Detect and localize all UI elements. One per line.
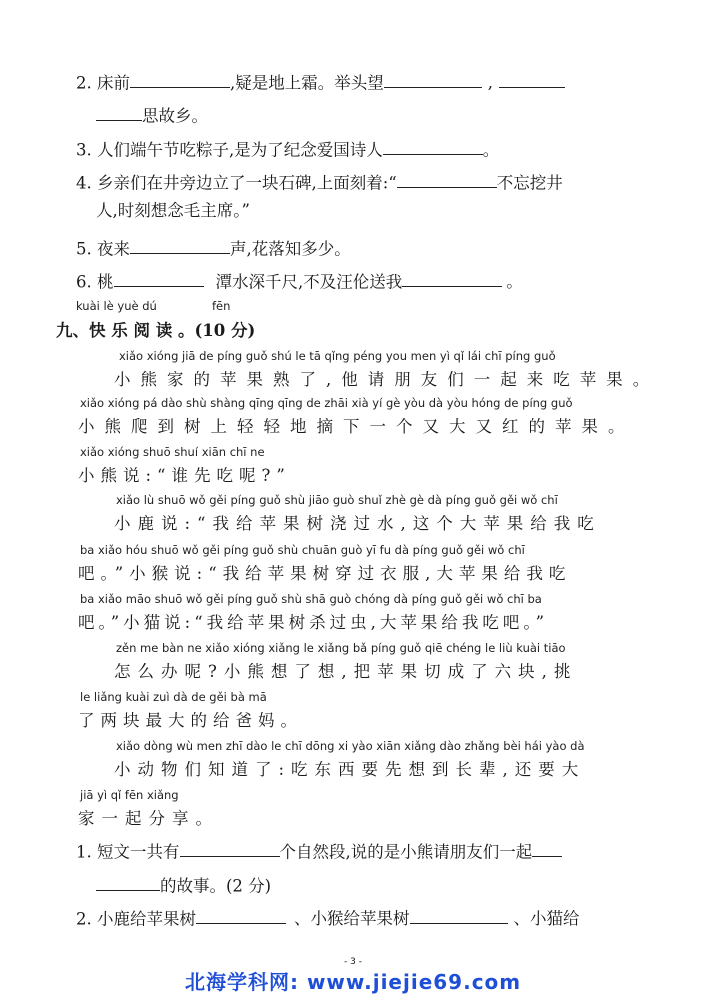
section-pinyin-b: fēn <box>212 299 231 313</box>
question-2-line-1 <box>76 70 565 92</box>
page-number: - 3 - <box>344 957 362 967</box>
pinyin-line-1: xiǎo xióng jiā de píng guǒ shú le tā qǐng péng you men yì qǐ lái chī píng guǒ <box>119 349 556 363</box>
answer-blank[interactable] <box>180 839 280 857</box>
cq2-text-b: 、小猴给苹果树 <box>294 909 410 929</box>
q4-text-b: 不忘挖井 <box>496 173 563 193</box>
passage-line-6: 吧。”小猫说:“我给苹果树杀过虫,大苹果给我吃吧。” <box>78 613 549 632</box>
q6-text-b: 潭水深千尺,不及汪伦送我 <box>215 272 403 292</box>
pinyin-line-5: ba xiǎo hóu shuō wǒ gěi píng guǒ shù chuān guò yī fu dà píng guǒ gěi wǒ chī <box>80 543 525 557</box>
answer-blank[interactable] <box>130 236 230 254</box>
comprehension-q2-line <box>76 906 580 928</box>
answer-blank[interactable] <box>383 137 483 155</box>
question-4-line-1 <box>76 170 563 192</box>
q2-text-a: 2. 床前 <box>76 73 130 93</box>
section-pinyin-a: kuài lè yuè dú <box>76 299 157 313</box>
passage-line-5: 吧。”小猴说:“我给苹果树穿过衣服,大苹果给我吃 <box>78 564 572 583</box>
passage-line-4: 小鹿说:“我给苹果树浇过水,这个大苹果给我吃 <box>114 514 601 533</box>
q4-text-c: 人,时刻想念毛主席。” <box>96 201 250 220</box>
pinyin-line-7: zěn me bàn ne xiǎo xióng xiǎng le xiǎng bǎ píng guǒ qiē chéng le liù kuài tiāo <box>116 641 566 655</box>
pinyin-line-3: xiǎo xióng shuō shuí xiān chī ne <box>80 445 265 459</box>
answer-blank[interactable] <box>499 70 565 88</box>
pinyin-line-6: ba xiǎo māo shuō wǒ gěi píng guǒ shù shā guò chóng dà píng guǒ gěi wǒ chī ba <box>80 592 542 606</box>
answer-blank[interactable] <box>196 906 286 924</box>
answer-blank[interactable] <box>96 873 160 891</box>
q4-text-a: 4. 乡亲们在井旁边立了一块石碑,上面刻着:“ <box>76 173 397 193</box>
answer-blank[interactable] <box>410 906 508 924</box>
question-5-line <box>76 236 351 258</box>
footer-watermark[interactable]: 北海学科网: www.jiejie69.com <box>185 970 522 994</box>
passage-line-9: 小动物们知道了:吃东西要先想到长辈,还要大 <box>114 760 586 779</box>
q2-text-d: 思故乡。 <box>142 106 208 126</box>
cq1-text-c: 的故事。(2 分) <box>160 876 272 896</box>
pinyin-line-2: xiǎo xióng pá dào shù shàng qīng qīng de zhāi xià yí gè yòu dà yòu hóng de píng guǒ <box>80 396 573 410</box>
answer-blank[interactable] <box>384 70 482 88</box>
passage-line-3: 小熊说:“谁先吃呢?” <box>78 466 291 485</box>
q3-text-b: 。 <box>482 140 500 160</box>
q3-text-a: 3. 人们端午节吃粽子,是为了纪念爱国诗人 <box>76 140 383 160</box>
q6-text-c: 。 <box>506 272 523 292</box>
q2-text-c: , <box>487 73 493 93</box>
q2-text-b: ,疑是地上霜。举头望 <box>230 73 384 93</box>
question-3-line <box>76 137 499 159</box>
pinyin-line-4: xiǎo lù shuō wǒ gěi píng guǒ shù jiāo guò shuǐ zhè gè dà píng guǒ gěi wǒ chī <box>116 493 558 507</box>
cq1-text-b: 个自然段,说的是小熊请朋友们一起 <box>279 842 533 862</box>
answer-blank[interactable] <box>532 839 562 857</box>
q6-text-a: 6. 桃 <box>76 272 114 292</box>
answer-blank[interactable] <box>130 70 230 88</box>
question-2-line-2 <box>96 103 208 125</box>
section-title: 九、快 乐 阅 读 。(10 分) <box>56 321 256 340</box>
comprehension-q1-line-2 <box>96 873 271 895</box>
passage-line-2: 小熊爬到树上轻轻地摘下一个又大又红的苹果。 <box>78 417 635 436</box>
answer-blank[interactable] <box>402 269 502 287</box>
passage-line-1: 小熊家的苹果熟了,他请朋友们一起来吃苹果。 <box>114 370 660 389</box>
answer-blank[interactable] <box>114 269 204 287</box>
passage-line-7: 怎么办呢?小熊想了想,把苹果切成了六块,挑 <box>114 662 578 681</box>
q5-text-b: 声,花落知多少。 <box>230 239 351 259</box>
q5-text-a: 5. 夜来 <box>76 239 130 259</box>
question-4-line-2 <box>96 203 250 220</box>
answer-blank[interactable] <box>96 103 142 121</box>
pinyin-line-8: le liǎng kuài zuì dà de gěi bà mā <box>80 690 267 704</box>
question-6-line <box>76 269 523 291</box>
passage-line-8: 了两块最大的给爸妈。 <box>78 711 303 730</box>
pinyin-line-9: xiǎo dòng wù men zhī dào le chī dōng xi yào xiān xiǎng dào zhǎng bèi hái yào dà <box>116 739 585 753</box>
pinyin-line-10: jiā yì qǐ fēn xiǎng <box>80 788 179 802</box>
cq2-text-a: 2. 小鹿给苹果树 <box>76 909 196 929</box>
passage-line-10: 家一起分享。 <box>78 809 219 828</box>
cq2-text-c: 、小猫给 <box>513 909 580 929</box>
cq1-text-a: 1. 短文一共有 <box>76 842 180 862</box>
comprehension-q1-line-1 <box>76 839 562 861</box>
answer-blank[interactable] <box>397 170 497 188</box>
